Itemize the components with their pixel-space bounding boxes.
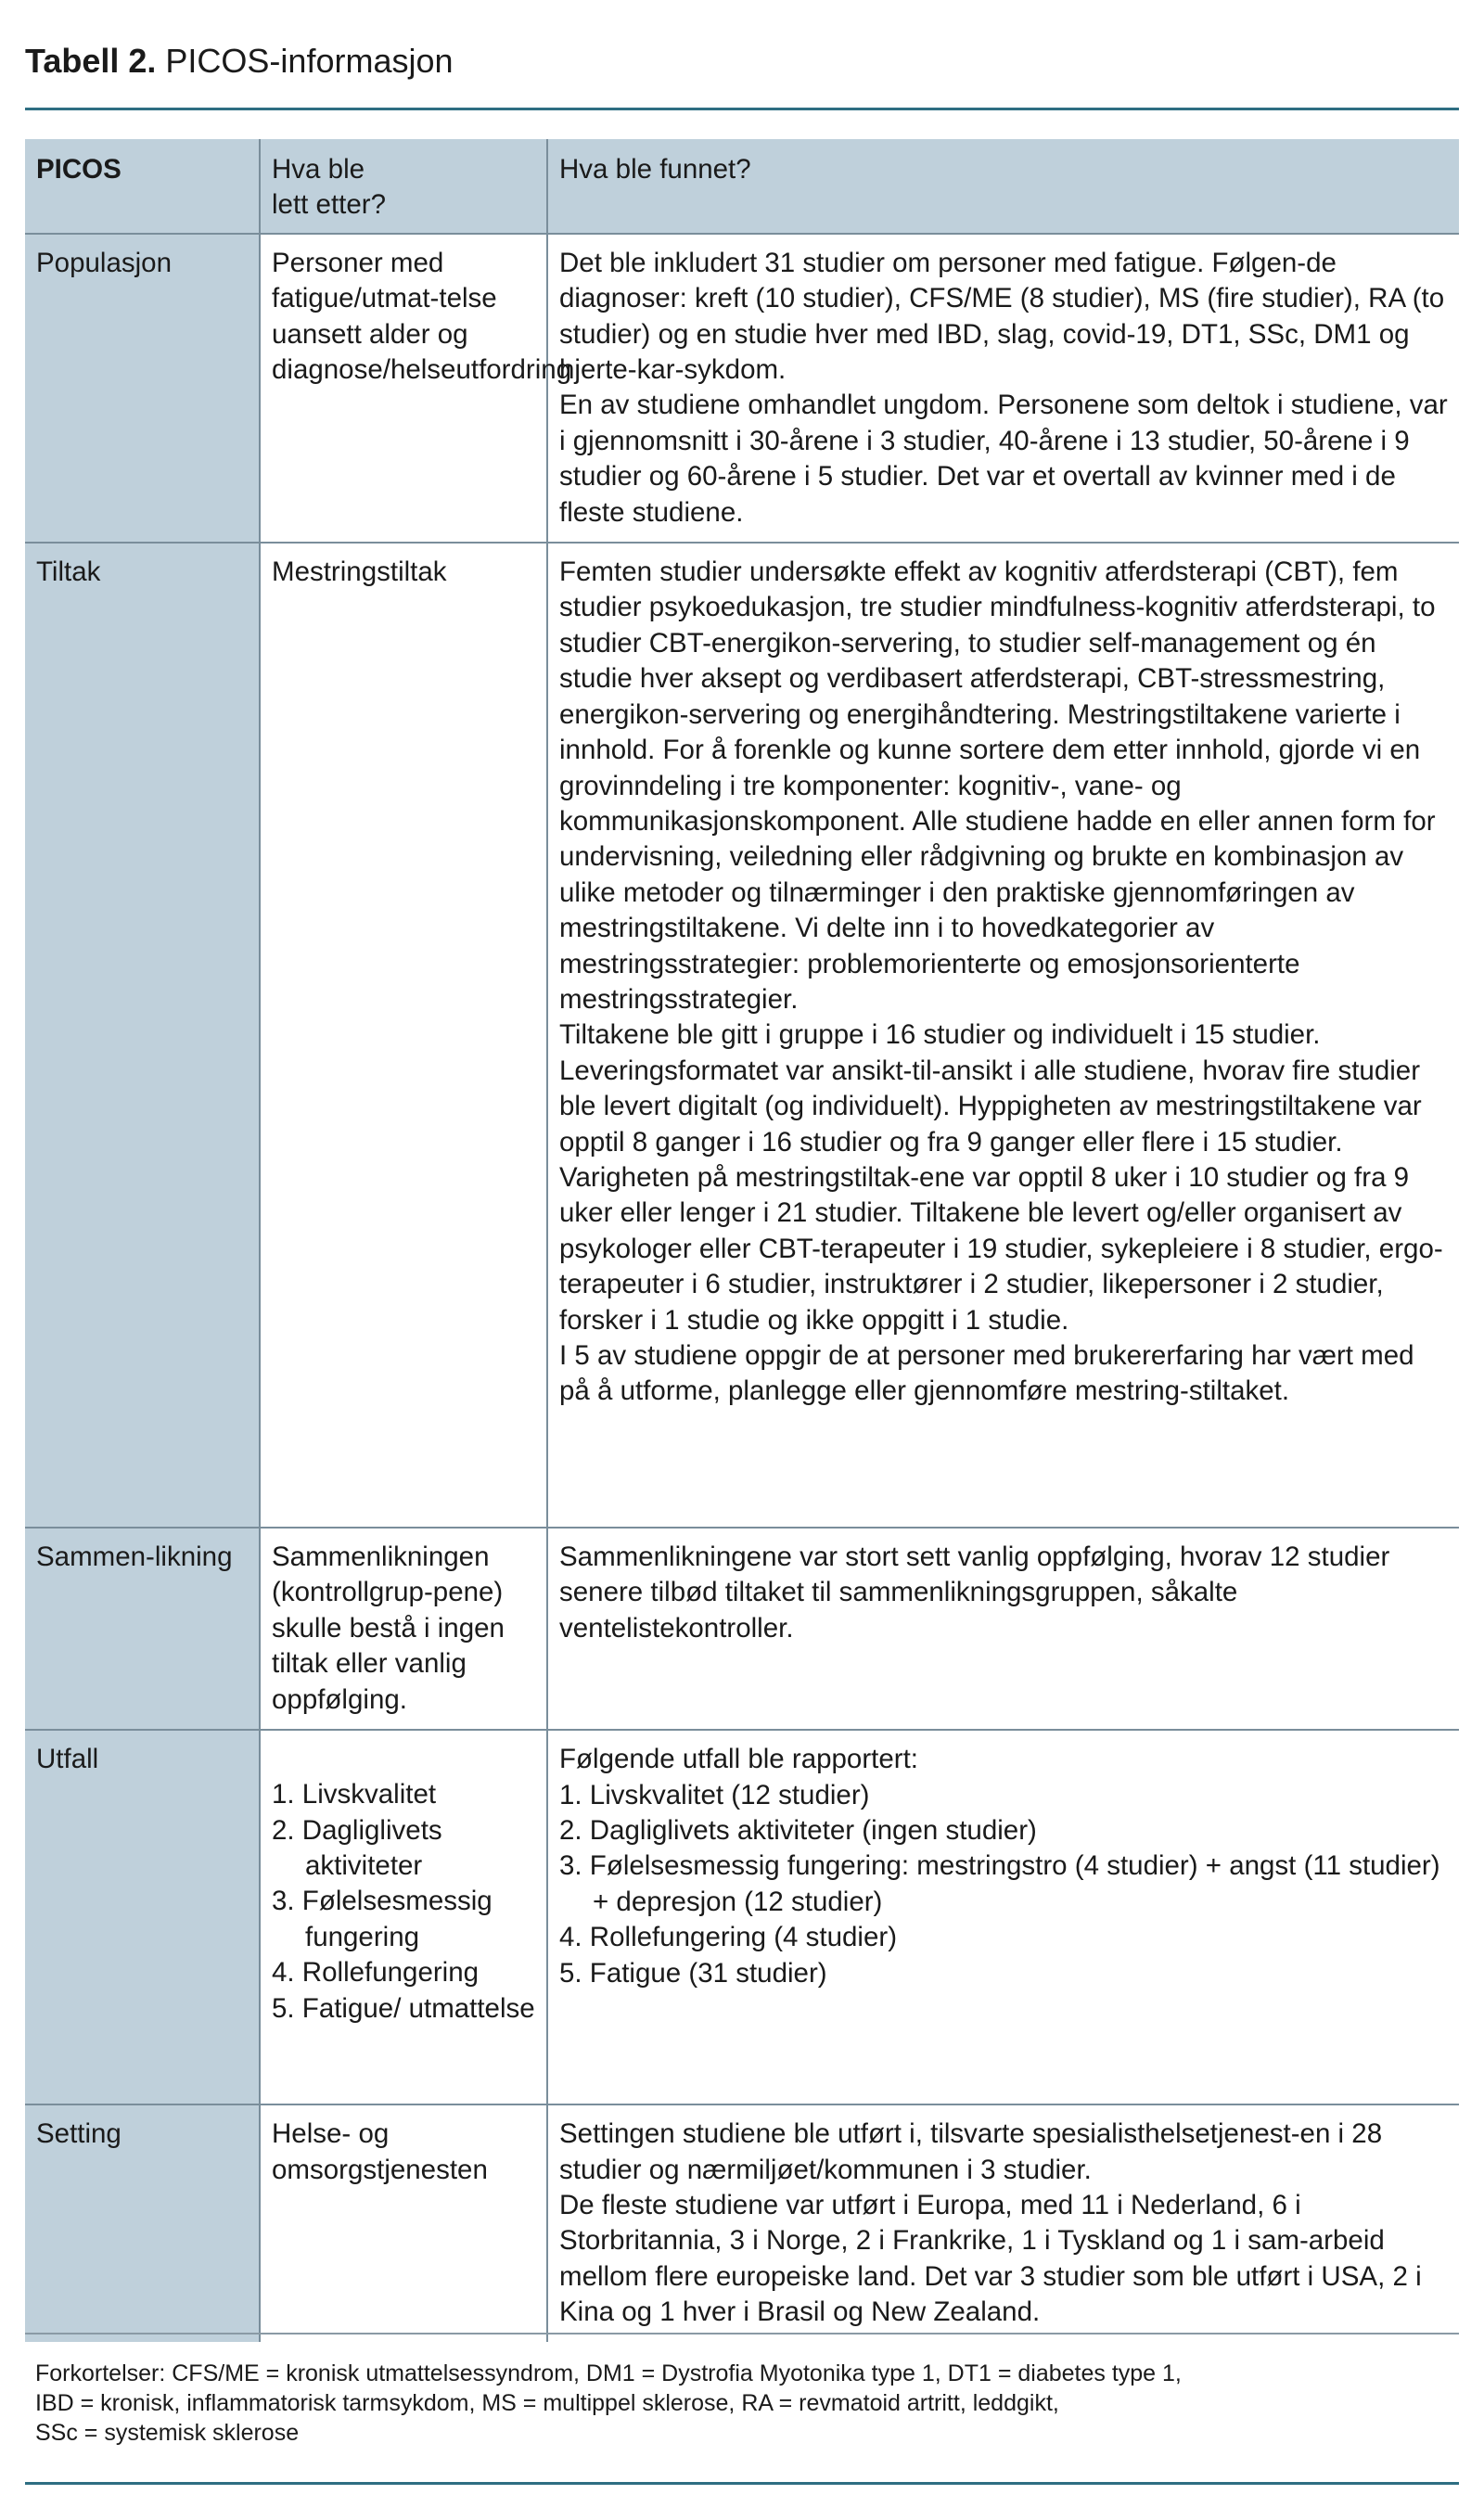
list-item: 3. Følelsesmessig fungering	[272, 1886, 493, 1952]
found-paragraph: En av studiene omhandlet ungdom. Personene som deltok i studiene, var i gjennomsnitt i 30-årene i 3 studier, 40-årene i 13 studier, 50-årene i 9 studier og 60-årene i 5 studier. Det var et overtall av kvinner med i de fleste studiene.	[559, 390, 1448, 528]
list-item: 5. Fatigue/ utmattelse	[272, 1992, 535, 2024]
row-label-tiltak: Tiltak	[25, 543, 260, 1528]
found-intro: Følgende utfall ble rapportert:	[559, 1744, 918, 1775]
footnote	[35, 2359, 1445, 2448]
footnote-line: Forkortelser: CFS/ME = kronisk utmattelsessyndrom, DM1 = Dystrofia Myotonika type 1, DT1 = diabetes type 1,	[35, 2360, 1182, 2386]
picos-table	[25, 139, 1459, 2342]
looked-for-cell	[260, 1730, 547, 2104]
looked-for-cell: Personer med fatigue/utmat-telse uansett alder og diagnose/helseutfordring	[260, 234, 547, 543]
found-cell	[547, 234, 1459, 543]
looked-for-cell: Mestringstiltak	[260, 543, 547, 1528]
header-looked-for: Hva ble lett etter?	[260, 139, 547, 234]
found-paragraph: De fleste studiene var utført i Europa, med 11 i Nederland, 6 i Storbritannia, 3 i Norge, 2 i Frankrike, 1 i Tyskland og 1 i sam-arbeid mellom flere europeiske land. Det var 3 studier som ble utført i USA, 2 i Kina og 1 hver i Brasil og New Zealand.	[559, 2189, 1422, 2328]
table-header-row	[25, 139, 1459, 234]
table-row	[25, 2104, 1459, 2341]
table-caption	[25, 41, 454, 82]
found-paragraph: Det ble inkludert 31 studier om personer med fatigue. Følgen-de diagnoser: kreft (10 studier), CFS/ME (8 studier), MS (fire studier), RA (to studier) og en studie hver med IBD, slag, covid-19, DT1, SSc, DM1 og hjerte-kar-sykdom.	[559, 247, 1445, 386]
found-paragraph: Femten studier undersøkte effekt av kognitiv atferdsterapi (CBT), fem studier psykoedukasjon, tre studier mindfulness-kognitiv atferdsterapi, to studier CBT-energikon-servering, to studier self-management og én studie hver aksept og verdibasert atferdsterapi, CBT-stressmestring, energikon-servering og energihåndtering. Mestringstiltakene varierte i innhold. For å forenkle og kunne sortere dem etter innhold, gjorde vi en grovinndeling i tre komponenter: kognitiv-, vane- og kommunikasjonskomponent. Alle studiene hadde en eller annen form for undervisning, veiledning eller rådgivning og brukte en kombinasjon av ulike metoder og tilnærminger i den praktiske gjennomføringen av mestringstiltakene. Vi delte inn i to hovedkategorier av mestringsstrategier: problemorienterte og emosjonsorienterte mestringsstrategier.	[559, 556, 1436, 1015]
looked-for-cell: Helse- og omsorgstjenesten	[260, 2104, 547, 2341]
list-item: 1. Livskvalitet (12 studier)	[559, 1779, 870, 1810]
found-paragraph: Settingen studiene ble utført i, tilsvarte spesialisthelsetjenest-en i 28 studier og nærmiljøet/kommunen i 3 studier.	[559, 2118, 1383, 2185]
row-label-populasjon: Populasjon	[25, 234, 260, 543]
list-item: 4. Rollefungering	[272, 1957, 480, 1989]
list-item: 3. Følelsesmessig fungering: mestringstro (4 studier) + angst (11 studier) + depresjon (12 studier)	[559, 1850, 1440, 1917]
found-cell	[547, 2104, 1459, 2341]
found-paragraph: Tiltakene ble gitt i gruppe i 16 studier og individuelt i 15 studier. Leveringsformatet var ansikt-til-ansikt i alle studiene, hvorav fire studier ble levert digitalt (og individuelt). Hyppigheten av mestringstiltakene var opptil 8 ganger i 16 studier og fra 9 ganger eller flere i 15 studier. Varigheten på mestringstiltak-ene var opptil 8 uker i 10 studier og fra 9 uker eller lenger i 21 studier. Tiltakene ble levert og/eller organisert av psykologer eller CBT-terapeuter i 19 studier, sykepleiere i 8 studier, ergo-terapeuter i 6 studier, instruktører i 2 studier, likepersoner i 2 studier, forsker i 1 studie og ikke oppgitt i 1 studie.	[559, 1019, 1443, 1336]
bottom-rule	[25, 2482, 1459, 2485]
row-label-utfall: Utfall	[25, 1730, 260, 2104]
list-item: 2. Dagliglivets aktiviteter (ingen studier)	[559, 1814, 1037, 1846]
row-label-setting: Setting	[25, 2104, 260, 2341]
footnote-line: IBD = kronisk, inflammatorisk tarmsykdom, MS = multippel sklerose, RA = revmatoid artritt, leddgikt,	[35, 2390, 1059, 2416]
table-row	[25, 234, 1459, 543]
found-list	[559, 1778, 1448, 1991]
caption-title: PICOS-informasjon	[165, 42, 454, 80]
footnote-line: SSc = systemisk sklerose	[35, 2420, 300, 2446]
table-row	[25, 1528, 1459, 1730]
table-row	[25, 1730, 1459, 2104]
table-bottom-rule	[25, 2333, 1459, 2335]
table-row	[25, 543, 1459, 1528]
list-item: 5. Fatigue (31 studier)	[559, 1957, 827, 1989]
list-item: 1. Livskvalitet	[272, 1779, 437, 1810]
caption-label: Tabell 2.	[25, 42, 157, 80]
found-cell	[547, 1730, 1459, 2104]
list-item: 4. Rollefungering (4 studier)	[559, 1922, 898, 1953]
looked-for-list	[272, 1777, 535, 2027]
row-label-sammenlikning: Sammen-likning	[25, 1528, 260, 1730]
list-item: 2. Dagliglivets aktiviteter	[272, 1814, 442, 1881]
header-found: Hva ble funnet?	[547, 139, 1459, 234]
found-paragraph: I 5 av studiene oppgir de at personer med brukererfaring har vært med på å utforme, planlegge eller gjennomføre mestring-stiltaket.	[559, 1340, 1414, 1407]
found-paragraph: Sammenlikningene var stort sett vanlig oppfølging, hvorav 12 studier senere tilbød tiltaket til sammenlikningsgruppen, såkalte ventelistekontroller.	[559, 1541, 1390, 1644]
header-picos: PICOS	[25, 139, 260, 234]
found-cell	[547, 543, 1459, 1528]
looked-for-cell: Sammenlikningen (kontrollgrup-pene) skulle bestå i ingen tiltak eller vanlig oppfølging.	[260, 1528, 547, 1730]
found-cell	[547, 1528, 1459, 1730]
top-rule	[25, 108, 1459, 110]
